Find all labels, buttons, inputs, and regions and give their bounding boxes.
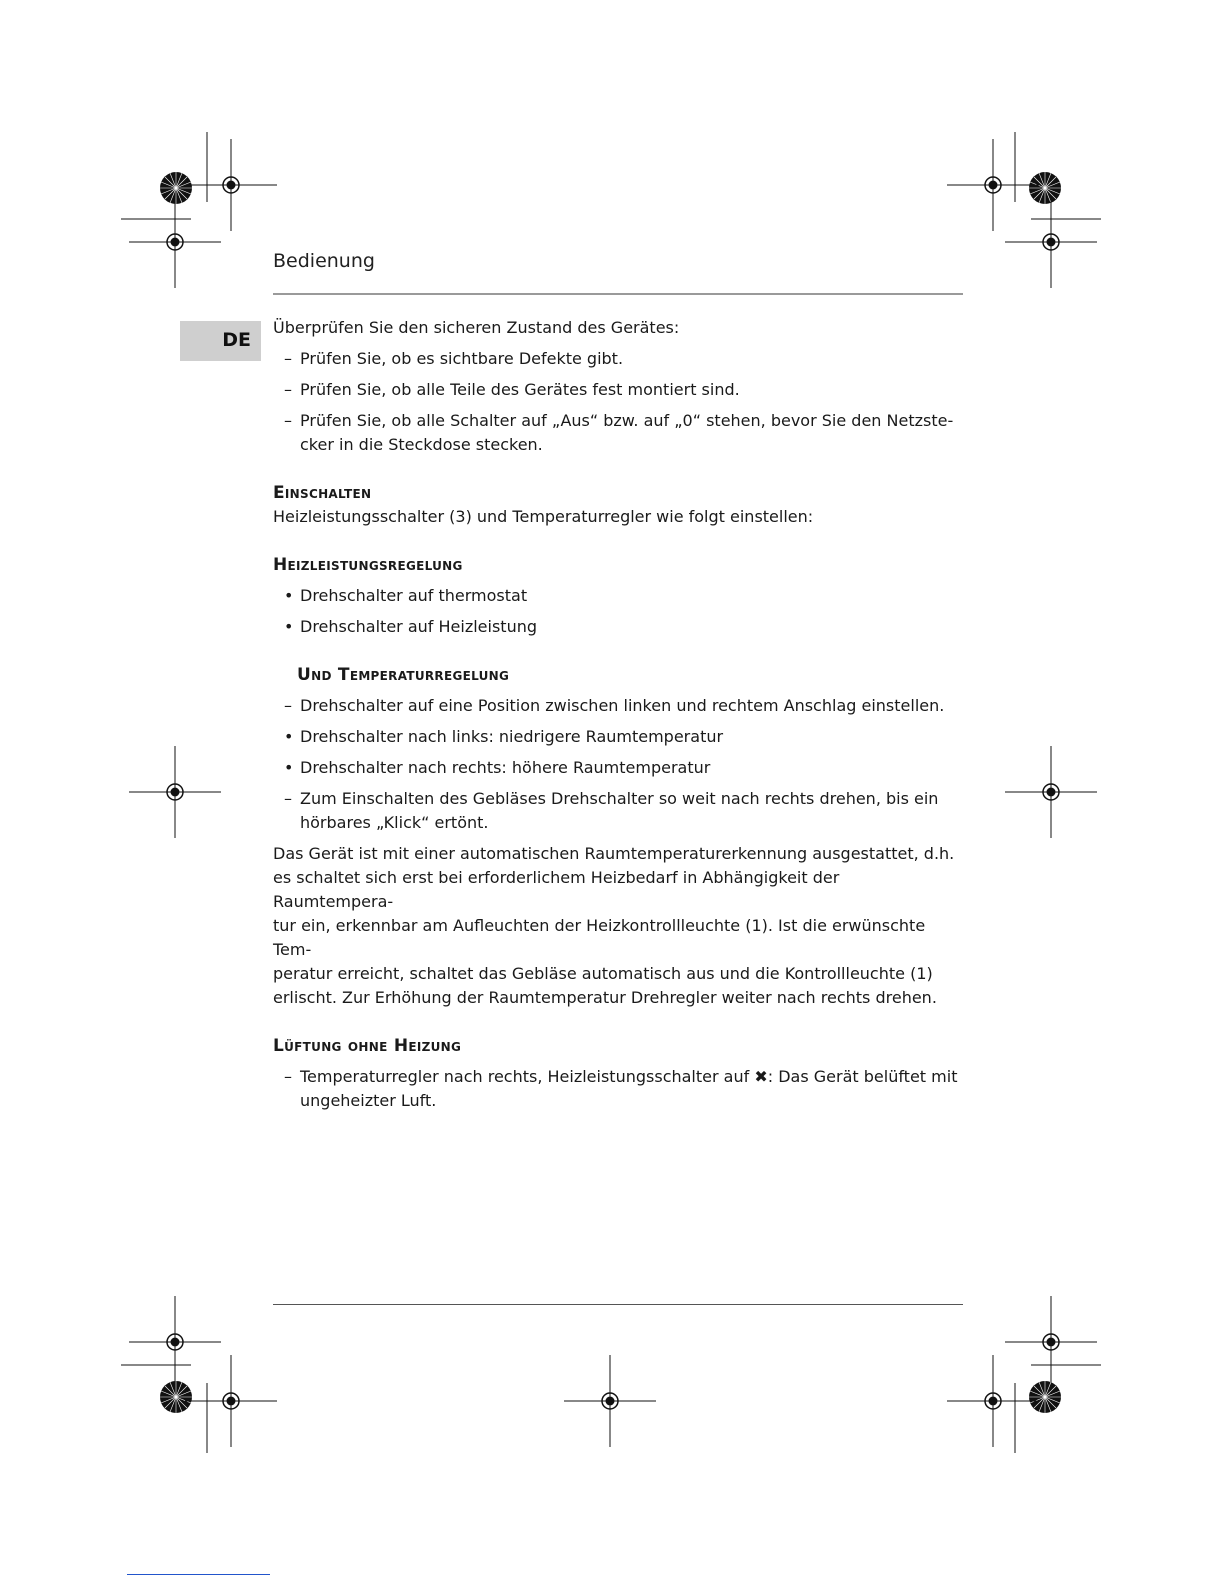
running-head: Bedienung [273, 250, 375, 272]
check-intro: Überprüfen Sie den sicheren Zustand des Gerätes: [273, 318, 680, 337]
list-item: – Prüfen Sie, ob alle Schalter auf „Aus“ bzw. auf „0“ stehen, bevor Sie den Netzste- cker in die Steckdose stecken. [284, 411, 954, 454]
starburst-mark-icon [160, 1381, 192, 1413]
list-item: • Drehschalter nach rechts: höhere Raumtemperatur [284, 758, 711, 777]
heading-lueftung: Lüftung ohne Heizung [273, 1036, 462, 1056]
registration-mark-icon [129, 746, 221, 838]
language-tab-label: DE [222, 329, 251, 351]
list-item: • Drehschalter auf Heizleistung [284, 617, 537, 636]
einschalten-text: Heizleistungsschalter (3) und Temperaturregler wie folgt einstellen: [273, 507, 814, 526]
list-item: • Drehschalter nach links: niedrigere Raumtemperatur [284, 727, 724, 746]
registration-mark-icon [1005, 1296, 1097, 1388]
registration-mark-icon [129, 1296, 221, 1388]
header-rule [273, 293, 963, 295]
registration-mark-icon [185, 1355, 277, 1447]
fan-icon: ✖ [754, 1067, 768, 1086]
list-item: • Drehschalter auf thermostat [284, 586, 528, 605]
list-item: – Prüfen Sie, ob alle Teile des Gerätes fest montiert sind. [284, 380, 740, 399]
starburst-mark-icon [160, 172, 192, 204]
list-item: – Zum Einschalten des Gebläses Drehschalter so weit nach rechts drehen, bis ein hörbares „Klick“ ertönt. [284, 789, 939, 832]
page-body [273, 316, 963, 1113]
list-item: – Prüfen Sie, ob es sichtbare Defekte gibt. [284, 349, 624, 368]
footer-rule [273, 1304, 963, 1305]
heading-heizleistung: Heizleistungsregelung [273, 555, 463, 575]
registration-mark-icon [947, 139, 1039, 231]
heading-temperatur: Und Temperaturregelung [297, 665, 510, 685]
registration-mark-icon [1005, 746, 1097, 838]
heading-einschalten: Einschalten [273, 483, 372, 503]
registration-mark-icon [947, 1355, 1039, 1447]
starburst-mark-icon [1029, 172, 1061, 204]
registration-mark-icon [129, 196, 221, 288]
language-tab [180, 321, 261, 361]
list-item: – Temperaturregler nach rechts, Heizleistungsschalter auf ✖: Das Gerät belüftet mit ungeheizter Luft. [284, 1067, 958, 1110]
list-item: – Drehschalter auf eine Position zwischen linken und rechtem Anschlag einstellen. [284, 696, 945, 715]
registration-mark-icon [1005, 196, 1097, 288]
footer-link-underline [127, 1574, 270, 1575]
registration-mark-icon [564, 1355, 656, 1447]
auto-paragraph: Das Gerät ist mit einer automatischen Raumtemperaturerkennung ausgestattet, d.h. es schaltet sich erst bei erforderlichem Heizbedarf in Abhängigkeit der Raumtempera- tur ein, erkennbar am Aufleuchten der Heizkontrollleuchte (1). Ist die erwünschte Tem- peratur erreicht, schaltet das Gebläse automatisch aus und die Kontrollleuchte (1) erlischt. Zur Erhöhung der Raumtemperatur Drehregler weiter nach rechts drehen. [273, 844, 955, 1007]
starburst-mark-icon [1029, 1381, 1061, 1413]
registration-mark-icon [185, 139, 277, 231]
